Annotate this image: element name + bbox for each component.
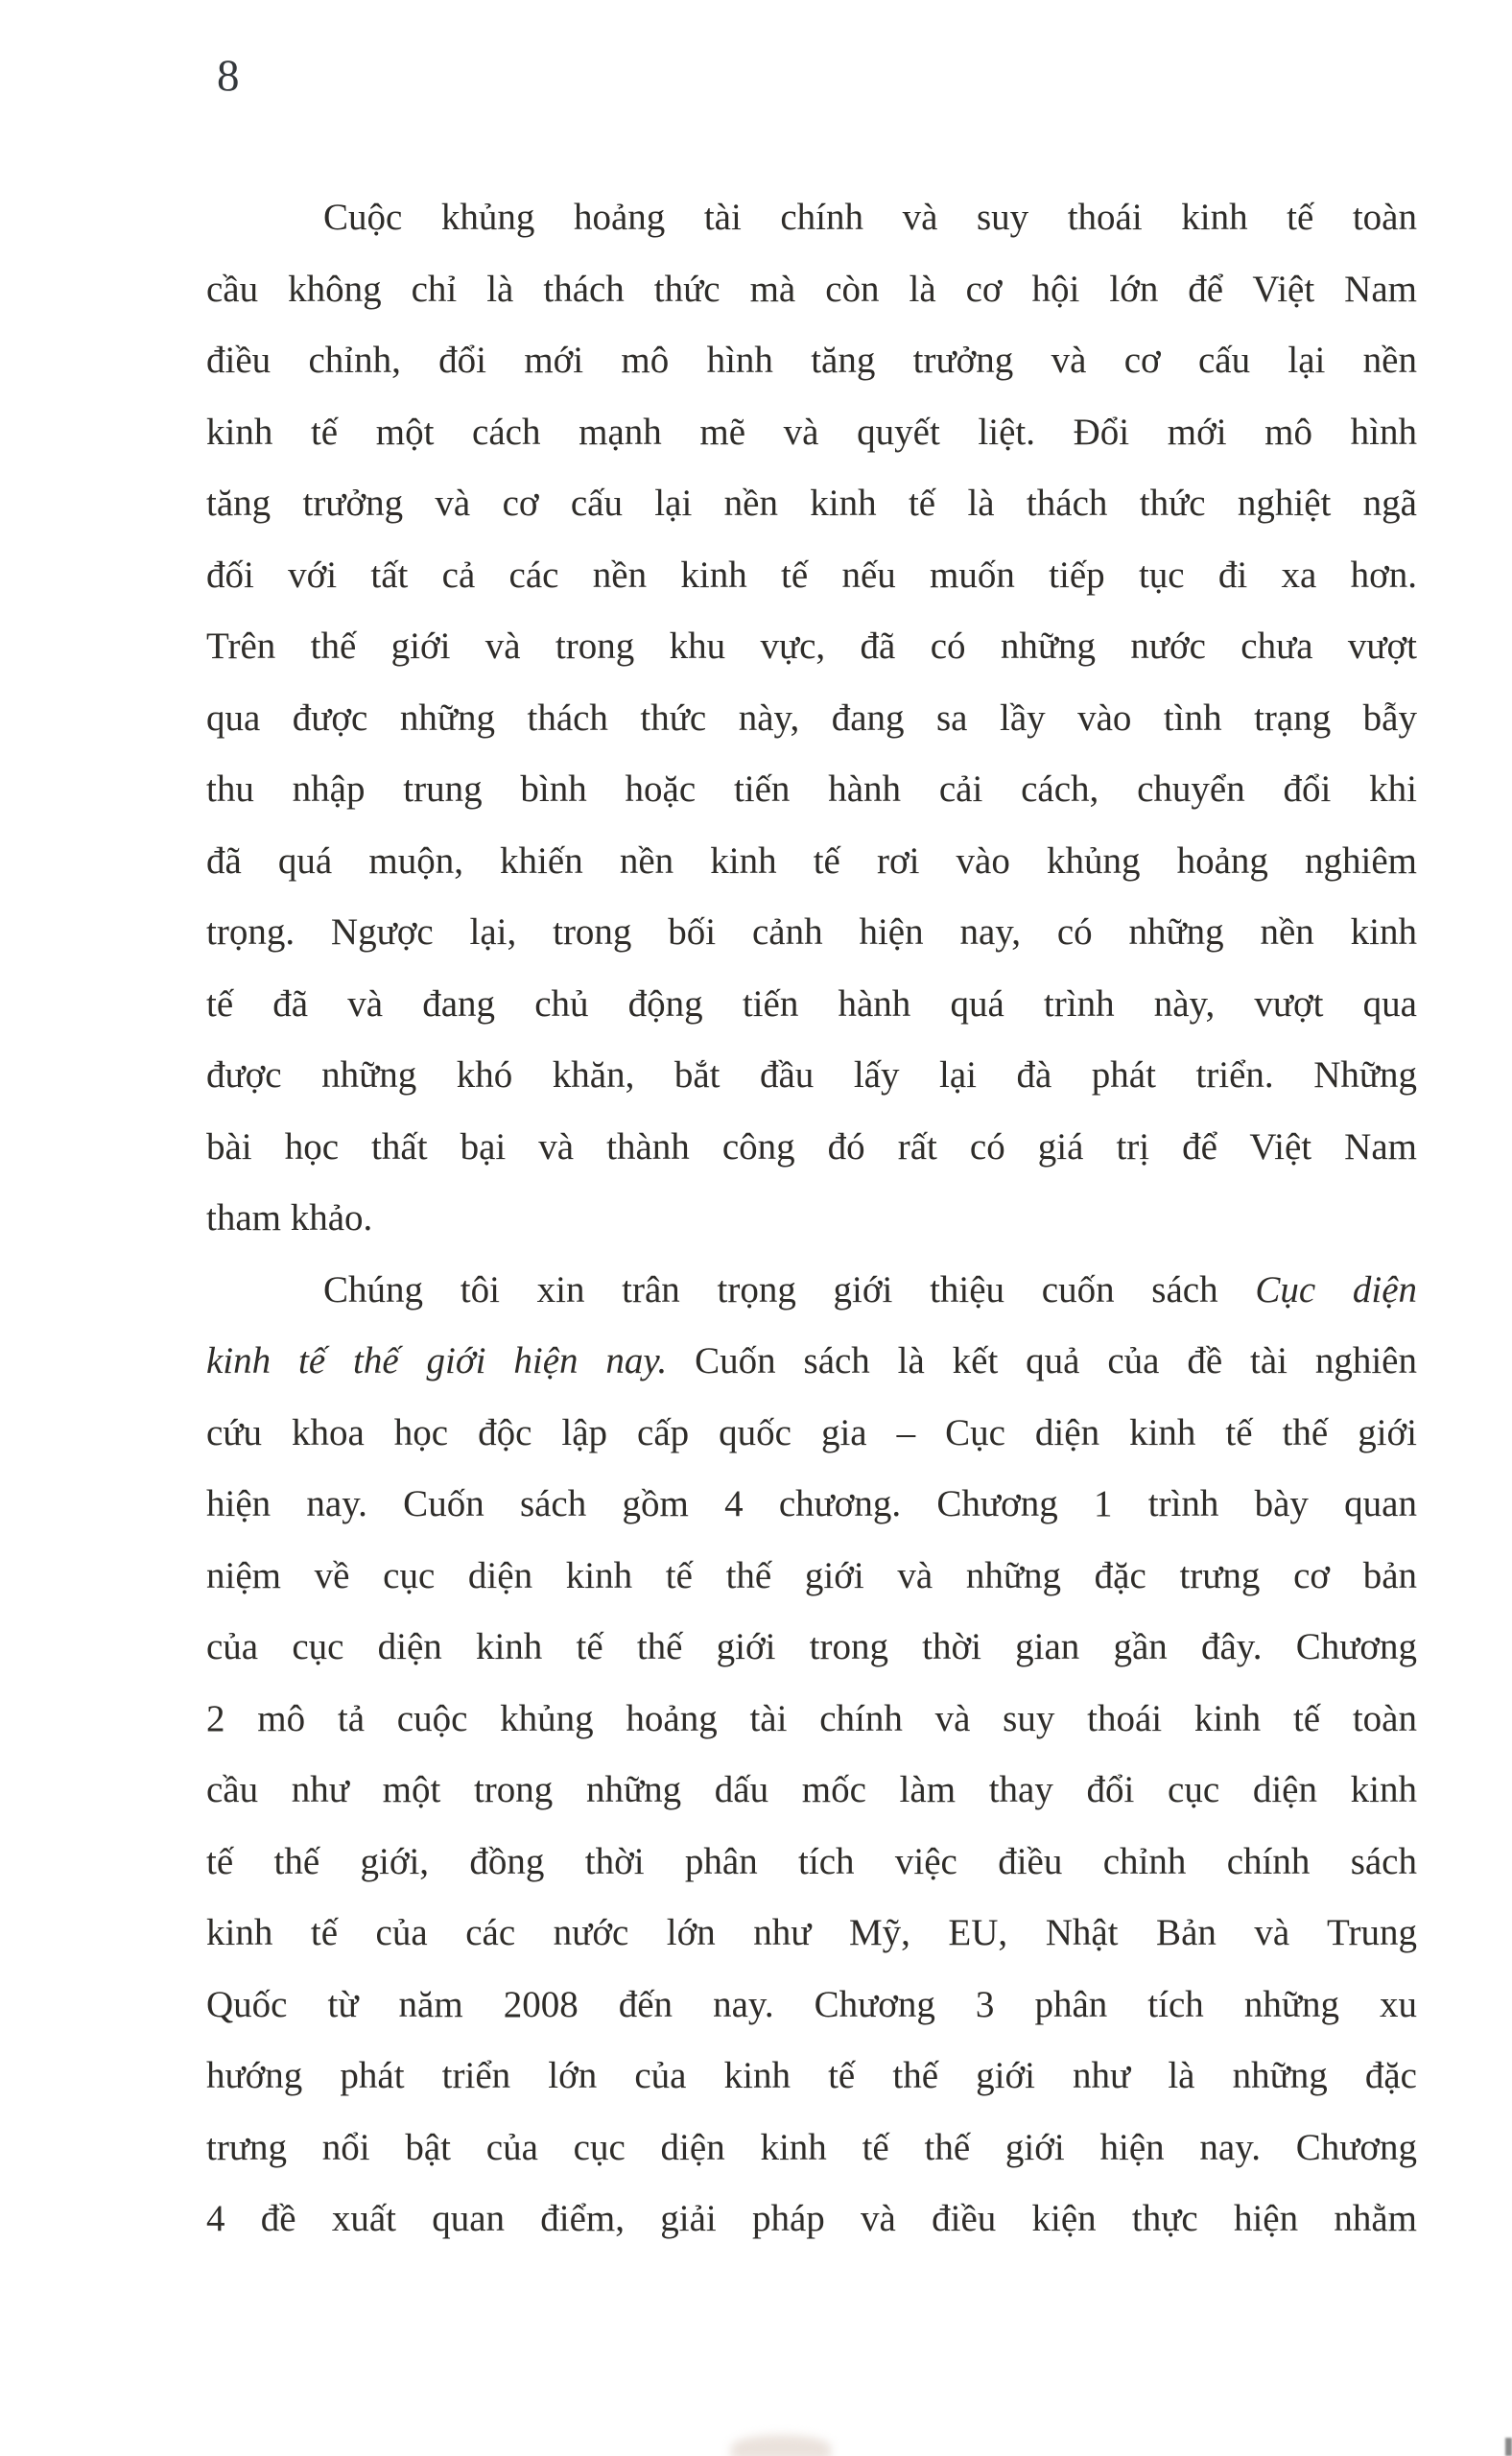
text-line: [206, 254, 1417, 326]
book-title-italic: kinh tế thế giới hiện nay.: [206, 1340, 668, 1382]
text-run: cứu khoa học độc lập cấp quốc gia – Cục diện kinh tế thế giới: [206, 1411, 1417, 1453]
text-line: [206, 1541, 1417, 1613]
text-line: [206, 826, 1417, 898]
text-line: [206, 1827, 1417, 1899]
text-line: [206, 754, 1417, 826]
text-line: [206, 1684, 1417, 1756]
text-line: [206, 1469, 1417, 1541]
text-line: [206, 397, 1417, 469]
text-run: qua được những thách thức này, đang sa lầy vào tình trạng bẫy: [206, 697, 1417, 739]
text-run: hướng phát triển lớn của kinh tế thế giới như là những đặc: [206, 2055, 1417, 2096]
text-line: [206, 1183, 1417, 1255]
text-run: trưng nổi bật của cục diện kinh tế thế giới hiện nay. Chương: [206, 2126, 1417, 2168]
text-line: [206, 468, 1417, 540]
text-line: [206, 897, 1417, 969]
text-line: [206, 1112, 1417, 1184]
text-line: [206, 2113, 1417, 2184]
text-line: [206, 611, 1417, 683]
text-run: của cục diện kinh tế thế giới trong thời gian gần đây. Chương: [206, 1626, 1417, 1667]
book-title-italic: Cục diện: [1255, 1268, 1417, 1311]
text-line: [206, 1612, 1417, 1684]
text-run: kinh tế của các nước lớn như Mỹ, EU, Nhật Bản và Trung: [206, 1912, 1417, 1953]
scan-smudge: [731, 2435, 831, 2456]
text-run: cầu không chỉ là thách thức mà còn là cơ hội lớn để Việt Nam: [206, 268, 1417, 310]
text-run: 4 đề xuất quan điểm, giải pháp và điều kiện thực hiện nhằm: [206, 2198, 1417, 2239]
text-run: tham khảo.: [206, 1197, 373, 1239]
paragraph: [206, 182, 1417, 1255]
text-line: [206, 683, 1417, 755]
text-line: [206, 540, 1417, 612]
text-line: [206, 2184, 1417, 2255]
text-run: Cuốn sách là kết quả của đề tài nghiên: [667, 1340, 1417, 1382]
text-line: [206, 1255, 1417, 1327]
scan-edge-artifact: [1505, 2438, 1512, 2456]
text-run: kinh tế một cách mạnh mẽ và quyết liệt. Đổi mới mô hình: [206, 411, 1417, 453]
text-line: [206, 182, 1417, 254]
text-run: Trên thế giới và trong khu vực, đã có những nước chưa vượt: [206, 626, 1417, 667]
text-line: [206, 1326, 1417, 1398]
text-run: thu nhập trung bình hoặc tiến hành cải cách, chuyển đổi khi: [206, 768, 1417, 810]
text-run: tăng trưởng và cơ cấu lại nền kinh tế là thách thức nghiệt ngã: [206, 483, 1417, 524]
text-run: trọng. Ngược lại, trong bối cảnh hiện nay, có những nền kinh: [206, 911, 1417, 953]
text-run: 2 mô tả cuộc khủng hoảng tài chính và suy thoái kinh tế toàn: [206, 1697, 1417, 1739]
text-line: [206, 1898, 1417, 1970]
text-line: [206, 325, 1417, 397]
text-line: [206, 969, 1417, 1041]
text-block: [206, 182, 1417, 2255]
text-line: [206, 1398, 1417, 1470]
text-run: tế đã và đang chủ động tiến hành quá trình này, vượt qua: [206, 982, 1417, 1025]
text-run: đối với tất cả các nền kinh tế nếu muốn tiếp tục đi xa hơn.: [206, 554, 1417, 596]
text-run: hiện nay. Cuốn sách gồm 4 chương. Chương 1 trình bày quan: [206, 1483, 1417, 1524]
text-line: [206, 1755, 1417, 1827]
text-run: bài học thất bại và thành công đó rất có giá trị để Việt Nam: [206, 1125, 1417, 1168]
text-run: điều chỉnh, đổi mới mô hình tăng trưởng và cơ cấu lại nền: [206, 340, 1417, 381]
page-number: 8: [217, 51, 241, 101]
text-run: cầu như một trong những dấu mốc làm thay đổi cục diện kinh: [206, 1769, 1417, 1810]
text-line: [206, 1970, 1417, 2042]
text-run: được những khó khăn, bắt đầu lấy lại đà phát triển. Những: [206, 1054, 1417, 1096]
text-run: Cuộc khủng hoảng tài chính và suy thoái kinh tế toàn: [323, 197, 1417, 238]
text-line: [206, 1040, 1417, 1112]
text-run: Chúng tôi xin trân trọng giới thiệu cuốn sách: [323, 1268, 1256, 1311]
paragraph: [206, 1255, 1417, 2255]
text-line: [206, 2041, 1417, 2113]
text-run: Quốc từ năm 2008 đến nay. Chương 3 phân tích những xu: [206, 1983, 1417, 2025]
text-run: niệm về cục diện kinh tế thế giới và những đặc trưng cơ bản: [206, 1554, 1417, 1596]
text-run: tế thế giới, đồng thời phân tích việc điều chỉnh chính sách: [206, 1840, 1417, 1882]
text-run: đã quá muộn, khiến nền kinh tế rơi vào khủng hoảng nghiêm: [206, 839, 1417, 882]
